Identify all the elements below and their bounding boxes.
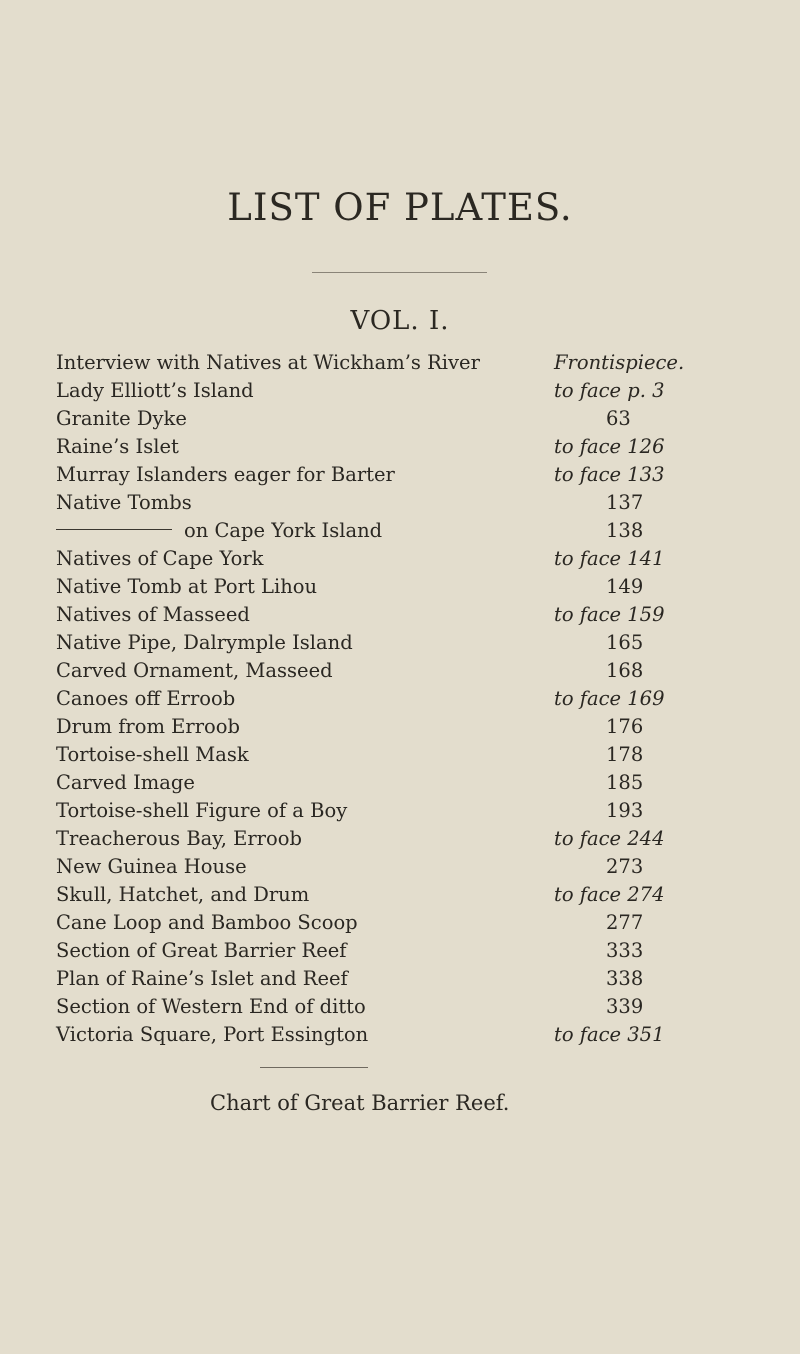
plate-page: 339	[606, 995, 644, 1018]
plate-entry	[0, 769, 800, 797]
plate-title-text: Skull, Hatchet, and Drum	[56, 883, 310, 906]
plate-title	[56, 629, 353, 657]
plate-entry	[0, 1021, 800, 1049]
plate-title	[56, 881, 309, 909]
plate-entry	[0, 629, 800, 657]
plate-title	[56, 349, 480, 377]
plate-title	[56, 853, 247, 881]
plate-page: to face 141	[554, 547, 665, 570]
plate-title	[56, 797, 347, 825]
plate-title-text: on Cape York Island	[184, 519, 383, 542]
plate-title-text: Interview with Natives at Wickham’s River	[56, 351, 480, 374]
plate-page: to face 244	[554, 827, 665, 850]
plate-title-text: Tortoise-shell Figure of a Boy	[56, 799, 348, 822]
plate-page: 168	[606, 659, 644, 682]
plate-entry	[0, 573, 800, 601]
page-title: LIST OF PLATES.	[227, 186, 573, 229]
plate-entry	[0, 909, 800, 937]
plate-title-text: New Guinea House	[56, 855, 247, 878]
plate-entry	[0, 993, 800, 1021]
plate-title-text: Native Pipe, Dalrymple Island	[56, 631, 353, 654]
plate-title	[56, 769, 195, 797]
plate-page: 178	[606, 743, 644, 766]
plate-entry	[0, 433, 800, 461]
plate-page: 333	[606, 939, 644, 962]
plate-title	[56, 685, 235, 713]
plate-title	[56, 937, 347, 965]
plate-page: 338	[606, 967, 644, 990]
plate-page: 193	[606, 799, 644, 822]
plate-page: 149	[606, 575, 644, 598]
plate-page: 185	[606, 771, 644, 794]
plate-title	[56, 517, 382, 545]
plate-page: Frontispiece.	[554, 351, 685, 374]
plate-title-text: Treacherous Bay, Erroob	[56, 827, 302, 850]
plate-title-text: Native Tombs	[56, 491, 192, 514]
plate-page: 137	[606, 491, 644, 514]
plate-title-text: Canoes off Erroob	[56, 687, 236, 710]
plate-page: to face 169	[554, 687, 665, 710]
plate-title	[56, 405, 187, 433]
plate-title-text: Section of Great Barrier Reef	[56, 939, 347, 962]
plate-title	[56, 433, 179, 461]
title-divider	[312, 272, 487, 273]
plate-page: 165	[606, 631, 644, 654]
plate-title	[56, 741, 249, 769]
section-divider	[260, 1067, 368, 1068]
plate-entry	[0, 461, 800, 489]
plate-title-text: Section of Western End of ditto	[56, 995, 366, 1018]
plate-page: to face 351	[554, 1023, 665, 1046]
plate-title-text: Raine’s Islet	[56, 435, 179, 458]
plate-title	[56, 377, 254, 405]
plate-entry	[0, 825, 800, 853]
plate-page: to face 159	[554, 603, 665, 626]
plate-title-text: Carved Ornament, Masseed	[56, 659, 333, 682]
plate-title-text: Native Tomb at Port Lihou	[56, 575, 318, 598]
plate-title	[56, 545, 264, 573]
plate-entry	[0, 489, 800, 517]
plate-title	[56, 1021, 368, 1049]
plate-entry	[0, 965, 800, 993]
plate-title-text: Cane Loop and Bamboo Scoop	[56, 911, 358, 934]
plate-title	[56, 573, 317, 601]
plate-entry	[0, 713, 800, 741]
plate-title-text: Plan of Raine’s Islet and Reef	[56, 967, 348, 990]
plate-page: to face 274	[554, 883, 665, 906]
plate-page: 63	[606, 407, 631, 430]
plate-title-text: Murray Islanders eager for Barter	[56, 463, 395, 486]
plate-title	[56, 993, 366, 1021]
plate-entry	[0, 685, 800, 713]
plate-entry	[0, 937, 800, 965]
plate-title-text: Tortoise-shell Mask	[56, 743, 249, 766]
plate-title	[56, 965, 348, 993]
plate-title-text: Natives of Cape York	[56, 547, 264, 570]
chart-entry: Chart of Great Barrier Reef.	[210, 1091, 510, 1115]
plate-title	[56, 489, 192, 517]
plate-title	[56, 461, 395, 489]
plate-title-text: Granite Dyke	[56, 407, 187, 430]
plate-entry	[0, 853, 800, 881]
plate-title	[56, 601, 250, 629]
plate-entry	[0, 741, 800, 769]
plate-entry	[0, 377, 800, 405]
plate-entry	[0, 405, 800, 433]
ditto-dash	[56, 529, 172, 530]
plate-entry	[0, 797, 800, 825]
plates-list	[0, 349, 800, 1049]
plate-entry	[0, 657, 800, 685]
plate-title	[56, 825, 302, 853]
plate-title	[56, 657, 333, 685]
plate-page: 273	[606, 855, 644, 878]
plate-entry	[0, 349, 800, 377]
volume-heading: VOL. I.	[350, 306, 450, 336]
plate-page: 176	[606, 715, 644, 738]
plate-title-text: Victoria Square, Port Essington	[56, 1023, 369, 1046]
plate-entry	[0, 601, 800, 629]
plate-title-text: Natives of Masseed	[56, 603, 250, 626]
plate-title-text: Drum from Erroob	[56, 715, 241, 738]
plate-title-text: Lady Elliott’s Island	[56, 379, 254, 402]
plate-page: to face 133	[554, 463, 665, 486]
plate-entry	[0, 545, 800, 573]
plate-entry	[0, 881, 800, 909]
plate-page: 277	[606, 911, 644, 934]
plate-entry	[0, 517, 800, 545]
plate-title-text: Carved Image	[56, 771, 195, 794]
plate-page: to face 126	[554, 435, 665, 458]
plate-title	[56, 713, 240, 741]
plate-title	[56, 909, 358, 937]
plate-page: 138	[606, 519, 644, 542]
plate-page: to face p. 3	[554, 379, 665, 402]
